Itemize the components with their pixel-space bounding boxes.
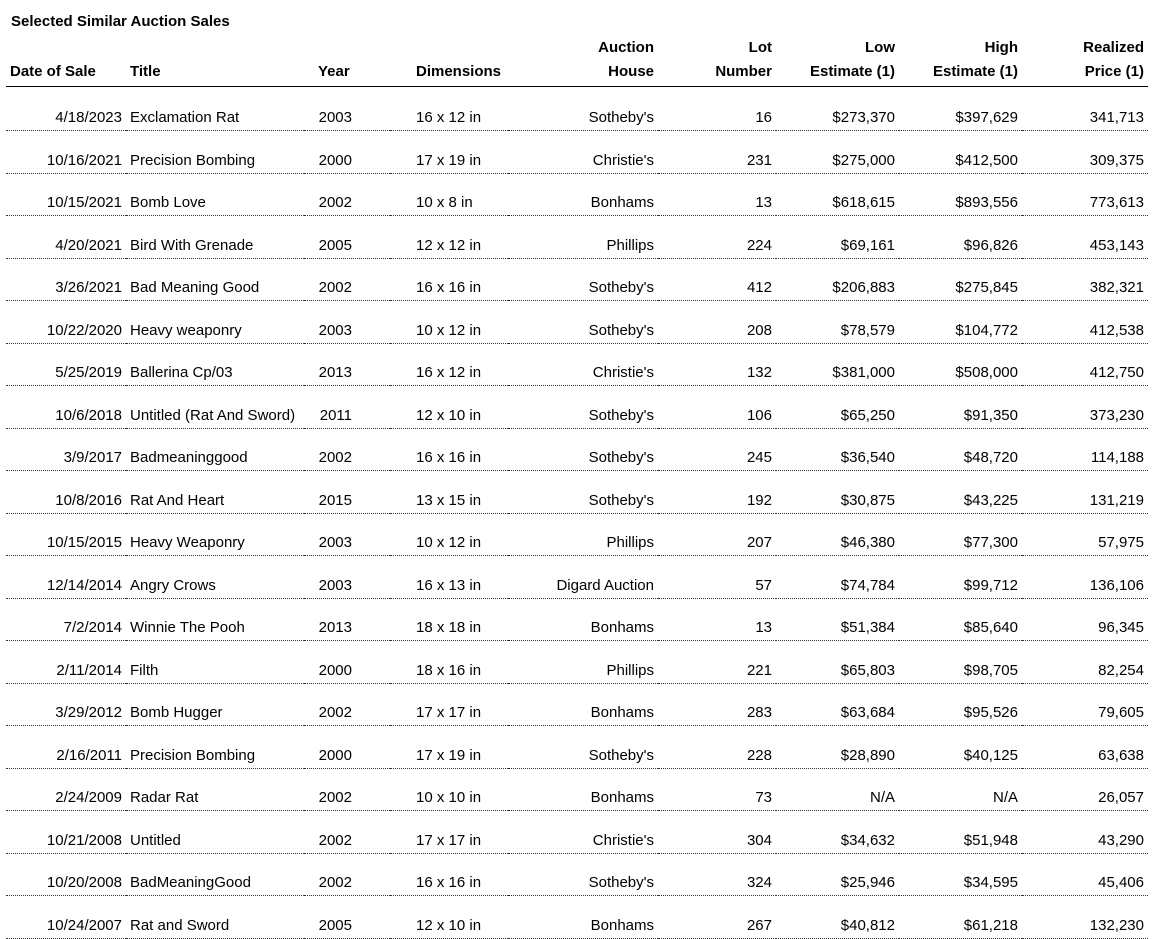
cell-lot: 13	[658, 173, 776, 216]
cell-title: Winnie The Pooh	[126, 598, 304, 641]
column-header-realized-price-line2: Price (1)	[1084, 63, 1144, 80]
cell-title: Badmeaninggood	[126, 428, 304, 471]
cell-year: 2000	[304, 131, 390, 174]
column-header-lot-number-line1: Lot	[748, 39, 772, 56]
table-row	[6, 343, 1148, 386]
cell-date: 10/15/2021	[6, 173, 126, 216]
cell-date: 5/25/2019	[6, 343, 126, 386]
cell-high: $51,948	[899, 811, 1022, 854]
cell-lot: 13	[658, 598, 776, 641]
cell-house: Sotheby's	[508, 726, 658, 769]
cell-title: Untitled (Rat And Sword)	[126, 386, 304, 429]
table-row	[6, 386, 1148, 429]
cell-house: Phillips	[508, 216, 658, 259]
cell-house: Digard Auction	[508, 556, 658, 599]
cell-lot: 228	[658, 726, 776, 769]
cell-low: $381,000	[776, 343, 899, 386]
cell-low: $46,380	[776, 513, 899, 556]
cell-lot: 283	[658, 683, 776, 726]
cell-lot: 224	[658, 216, 776, 259]
cell-year: 2015	[304, 471, 390, 514]
table-row	[6, 258, 1148, 301]
cell-dimensions: 16 x 12 in	[390, 343, 508, 386]
cell-price: 412,538	[1022, 301, 1148, 344]
cell-title: Precision Bombing	[126, 726, 304, 769]
cell-high: $397,629	[899, 87, 1022, 131]
cell-house: Sotheby's	[508, 87, 658, 131]
cell-lot: 231	[658, 131, 776, 174]
cell-low: $273,370	[776, 87, 899, 131]
column-header-dimensions-label: Dimensions	[416, 63, 502, 80]
cell-date: 10/8/2016	[6, 471, 126, 514]
table-row	[6, 301, 1148, 344]
cell-title: Rat And Heart	[126, 471, 304, 514]
cell-house: Bonhams	[508, 173, 658, 216]
cell-dimensions: 18 x 18 in	[390, 598, 508, 641]
cell-house: Christie's	[508, 343, 658, 386]
cell-high: $893,556	[899, 173, 1022, 216]
cell-price: 45,406	[1022, 853, 1148, 896]
auction-sales-table	[6, 36, 1148, 939]
cell-price: 309,375	[1022, 131, 1148, 174]
cell-lot: 73	[658, 768, 776, 811]
cell-year: 2002	[304, 768, 390, 811]
cell-price: 114,188	[1022, 428, 1148, 471]
cell-lot: 412	[658, 258, 776, 301]
cell-year: 2011	[304, 386, 390, 429]
cell-price: 132,230	[1022, 896, 1148, 939]
table-row	[6, 811, 1148, 854]
cell-low: $65,250	[776, 386, 899, 429]
cell-high: $91,350	[899, 386, 1022, 429]
cell-dimensions: 10 x 8 in	[390, 173, 508, 216]
cell-dimensions: 10 x 12 in	[390, 301, 508, 344]
cell-house: Bonhams	[508, 768, 658, 811]
column-header-low-estimate	[776, 36, 899, 87]
cell-title: Exclamation Rat	[126, 87, 304, 131]
column-header-title-label: Title	[130, 63, 161, 80]
cell-low: $25,946	[776, 853, 899, 896]
cell-lot: 57	[658, 556, 776, 599]
cell-high: N/A	[899, 768, 1022, 811]
cell-price: 341,713	[1022, 87, 1148, 131]
cell-high: $104,772	[899, 301, 1022, 344]
cell-year: 2002	[304, 428, 390, 471]
cell-high: $98,705	[899, 641, 1022, 684]
cell-year: 2000	[304, 726, 390, 769]
cell-date: 10/6/2018	[6, 386, 126, 429]
cell-date: 10/24/2007	[6, 896, 126, 939]
cell-price: 382,321	[1022, 258, 1148, 301]
cell-title: Heavy Weaponry	[126, 513, 304, 556]
cell-dimensions: 13 x 15 in	[390, 471, 508, 514]
table-row	[6, 768, 1148, 811]
cell-date: 10/21/2008	[6, 811, 126, 854]
cell-dimensions: 17 x 17 in	[390, 683, 508, 726]
cell-date: 2/11/2014	[6, 641, 126, 684]
cell-low: $206,883	[776, 258, 899, 301]
cell-title: Untitled	[126, 811, 304, 854]
cell-dimensions: 16 x 13 in	[390, 556, 508, 599]
cell-lot: 221	[658, 641, 776, 684]
table-row	[6, 216, 1148, 259]
table-row	[6, 173, 1148, 216]
table-body	[6, 87, 1148, 939]
cell-lot: 16	[658, 87, 776, 131]
cell-dimensions: 16 x 16 in	[390, 428, 508, 471]
column-header-auction-house-line2: House	[608, 63, 654, 80]
cell-low: $63,684	[776, 683, 899, 726]
cell-date: 10/15/2015	[6, 513, 126, 556]
column-header-high-estimate-line2: Estimate (1)	[932, 63, 1018, 80]
cell-year: 2002	[304, 173, 390, 216]
cell-lot: 106	[658, 386, 776, 429]
cell-date: 10/22/2020	[6, 301, 126, 344]
cell-year: 2003	[304, 301, 390, 344]
cell-title: Angry Crows	[126, 556, 304, 599]
cell-house: Bonhams	[508, 683, 658, 726]
cell-title: Precision Bombing	[126, 131, 304, 174]
column-header-low-estimate-line1: Low	[865, 39, 895, 56]
cell-low: $69,161	[776, 216, 899, 259]
cell-title: Heavy weaponry	[126, 301, 304, 344]
column-header-low-estimate-line2: Estimate (1)	[809, 63, 895, 80]
cell-title: BadMeaningGood	[126, 853, 304, 896]
cell-house: Sotheby's	[508, 471, 658, 514]
column-header-date	[6, 36, 126, 87]
cell-date: 7/2/2014	[6, 598, 126, 641]
cell-date: 2/16/2011	[6, 726, 126, 769]
cell-title: Bad Meaning Good	[126, 258, 304, 301]
cell-price: 773,613	[1022, 173, 1148, 216]
cell-high: $61,218	[899, 896, 1022, 939]
cell-title: Radar Rat	[126, 768, 304, 811]
cell-house: Sotheby's	[508, 853, 658, 896]
cell-low: $51,384	[776, 598, 899, 641]
cell-title: Bird With Grenade	[126, 216, 304, 259]
cell-low: $28,890	[776, 726, 899, 769]
cell-high: $34,595	[899, 853, 1022, 896]
cell-date: 4/18/2023	[6, 87, 126, 131]
cell-house: Christie's	[508, 811, 658, 854]
cell-price: 26,057	[1022, 768, 1148, 811]
cell-price: 453,143	[1022, 216, 1148, 259]
cell-date: 2/24/2009	[6, 768, 126, 811]
cell-dimensions: 16 x 16 in	[390, 853, 508, 896]
table-row	[6, 471, 1148, 514]
cell-price: 373,230	[1022, 386, 1148, 429]
cell-high: $412,500	[899, 131, 1022, 174]
cell-year: 2002	[304, 258, 390, 301]
cell-high: $48,720	[899, 428, 1022, 471]
cell-year: 2005	[304, 216, 390, 259]
cell-year: 2003	[304, 87, 390, 131]
cell-high: $40,125	[899, 726, 1022, 769]
cell-year: 2005	[304, 896, 390, 939]
cell-dimensions: 12 x 10 in	[390, 386, 508, 429]
column-header-year-label: Year	[318, 63, 350, 80]
cell-high: $77,300	[899, 513, 1022, 556]
table-row	[6, 131, 1148, 174]
cell-date: 10/16/2021	[6, 131, 126, 174]
cell-low: N/A	[776, 768, 899, 811]
cell-price: 412,750	[1022, 343, 1148, 386]
cell-year: 2000	[304, 641, 390, 684]
cell-title: Ballerina Cp/03	[126, 343, 304, 386]
cell-dimensions: 17 x 19 in	[390, 131, 508, 174]
table-row	[6, 598, 1148, 641]
cell-lot: 207	[658, 513, 776, 556]
column-header-high-estimate-line1: High	[984, 39, 1018, 56]
table-header-row	[6, 36, 1148, 87]
cell-lot: 245	[658, 428, 776, 471]
column-header-year	[304, 36, 390, 87]
column-header-date-label: Date of Sale	[10, 63, 96, 80]
cell-high: $85,640	[899, 598, 1022, 641]
cell-low: $30,875	[776, 471, 899, 514]
column-header-title	[126, 36, 304, 87]
cell-price: 43,290	[1022, 811, 1148, 854]
cell-low: $275,000	[776, 131, 899, 174]
cell-date: 12/14/2014	[6, 556, 126, 599]
cell-dimensions: 12 x 12 in	[390, 216, 508, 259]
cell-house: Sotheby's	[508, 428, 658, 471]
cell-house: Sotheby's	[508, 258, 658, 301]
column-header-lot-number-line2: Number	[715, 63, 772, 80]
cell-date: 3/26/2021	[6, 258, 126, 301]
cell-year: 2003	[304, 556, 390, 599]
cell-date: 10/20/2008	[6, 853, 126, 896]
cell-title: Rat and Sword	[126, 896, 304, 939]
cell-price: 131,219	[1022, 471, 1148, 514]
cell-year: 2002	[304, 811, 390, 854]
cell-lot: 132	[658, 343, 776, 386]
cell-house: Bonhams	[508, 598, 658, 641]
cell-lot: 208	[658, 301, 776, 344]
table-row	[6, 556, 1148, 599]
cell-dimensions: 10 x 10 in	[390, 768, 508, 811]
cell-title: Bomb Love	[126, 173, 304, 216]
cell-high: $43,225	[899, 471, 1022, 514]
cell-year: 2013	[304, 598, 390, 641]
cell-low: $65,803	[776, 641, 899, 684]
cell-date: 3/29/2012	[6, 683, 126, 726]
cell-year: 2002	[304, 853, 390, 896]
cell-low: $618,615	[776, 173, 899, 216]
column-header-high-estimate	[899, 36, 1022, 87]
cell-title: Bomb Hugger	[126, 683, 304, 726]
cell-house: Christie's	[508, 131, 658, 174]
table-row	[6, 641, 1148, 684]
column-header-lot-number	[658, 36, 776, 87]
column-header-dimensions	[390, 36, 508, 87]
cell-date: 3/9/2017	[6, 428, 126, 471]
page-title: Selected Similar Auction Sales	[11, 13, 230, 30]
column-header-auction-house	[508, 36, 658, 87]
cell-dimensions: 16 x 12 in	[390, 87, 508, 131]
cell-lot: 304	[658, 811, 776, 854]
table-row	[6, 87, 1148, 131]
cell-dimensions: 16 x 16 in	[390, 258, 508, 301]
cell-price: 136,106	[1022, 556, 1148, 599]
cell-house: Sotheby's	[508, 301, 658, 344]
column-header-realized-price	[1022, 36, 1148, 87]
cell-high: $508,000	[899, 343, 1022, 386]
cell-date: 4/20/2021	[6, 216, 126, 259]
cell-dimensions: 17 x 17 in	[390, 811, 508, 854]
cell-high: $275,845	[899, 258, 1022, 301]
table-row	[6, 513, 1148, 556]
cell-house: Phillips	[508, 641, 658, 684]
cell-house: Sotheby's	[508, 386, 658, 429]
cell-dimensions: 17 x 19 in	[390, 726, 508, 769]
column-header-realized-price-line1: Realized	[1083, 39, 1144, 56]
cell-year: 2013	[304, 343, 390, 386]
cell-low: $78,579	[776, 301, 899, 344]
cell-price: 96,345	[1022, 598, 1148, 641]
cell-dimensions: 18 x 16 in	[390, 641, 508, 684]
cell-lot: 324	[658, 853, 776, 896]
cell-low: $40,812	[776, 896, 899, 939]
cell-low: $36,540	[776, 428, 899, 471]
cell-title: Filth	[126, 641, 304, 684]
cell-lot: 267	[658, 896, 776, 939]
cell-price: 63,638	[1022, 726, 1148, 769]
table-row	[6, 896, 1148, 939]
cell-price: 57,975	[1022, 513, 1148, 556]
cell-high: $96,826	[899, 216, 1022, 259]
cell-lot: 192	[658, 471, 776, 514]
cell-low: $34,632	[776, 811, 899, 854]
cell-year: 2003	[304, 513, 390, 556]
cell-year: 2002	[304, 683, 390, 726]
cell-house: Phillips	[508, 513, 658, 556]
cell-price: 79,605	[1022, 683, 1148, 726]
cell-high: $95,526	[899, 683, 1022, 726]
cell-low: $74,784	[776, 556, 899, 599]
column-header-auction-house-line1: Auction	[598, 39, 654, 56]
table-row	[6, 853, 1148, 896]
table-row	[6, 683, 1148, 726]
cell-dimensions: 10 x 12 in	[390, 513, 508, 556]
cell-high: $99,712	[899, 556, 1022, 599]
cell-price: 82,254	[1022, 641, 1148, 684]
cell-dimensions: 12 x 10 in	[390, 896, 508, 939]
table-row	[6, 726, 1148, 769]
table-row	[6, 428, 1148, 471]
cell-house: Bonhams	[508, 896, 658, 939]
